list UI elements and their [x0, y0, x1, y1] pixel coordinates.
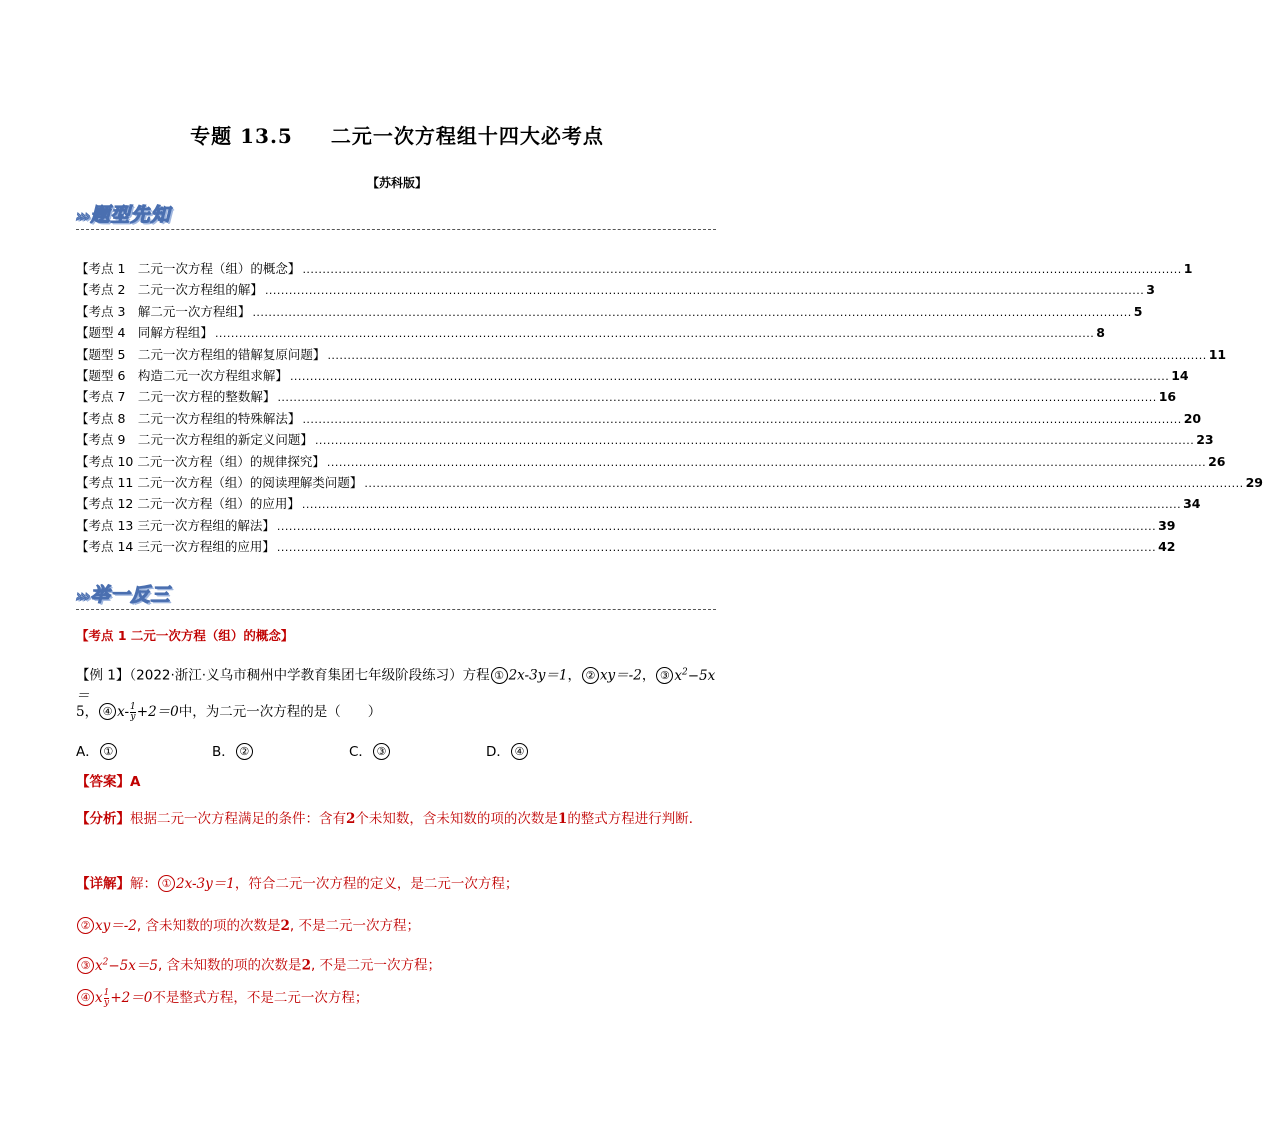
analysis-text: 个未知数，含未知数的项的次数是	[355, 811, 558, 827]
option-letter: D．	[486, 744, 510, 760]
eq4-var: x-	[117, 704, 130, 720]
detail-text: ，符合二元一次方程的定义，是二元一次方程；	[234, 876, 519, 892]
detail-text: , 含未知数的项的次数是	[136, 918, 281, 934]
toc-entry-label: 【考点 7 二元一次方程的整数解】	[76, 389, 276, 405]
detail-label: 【详解】	[76, 876, 130, 892]
detail-number: 2	[280, 918, 290, 934]
fraction-numerator: 1	[130, 702, 136, 712]
toc-entry-label: 【考点 12 二元一次方程（组）的应用】	[76, 496, 300, 512]
answer-label: 【答案】	[76, 774, 130, 790]
question-tail: 中，为二元一次方程的是（ ）	[178, 704, 382, 720]
answer-value: A	[130, 774, 141, 790]
toc-entry-label: 【题型 6 构造二元一次方程组求解】	[76, 367, 288, 383]
analysis-text: 的整式方程进行判断．	[567, 811, 703, 827]
toc-entry-page: 5	[1133, 303, 1143, 319]
toc-entry-label: 【题型 4 同解方程组】	[76, 325, 213, 341]
eq3-rest: −5x＝5	[108, 957, 158, 974]
toc-entry[interactable]	[76, 537, 1176, 558]
toc-entry-label: 【考点 1 二元一次方程（组）的概念】	[76, 261, 301, 276]
toc-entry-page: 34	[1183, 496, 1201, 512]
detail-line2	[76, 916, 716, 936]
equation-2: xy＝-2	[599, 667, 642, 684]
fraction	[104, 989, 110, 1008]
toc-dot-leader: ............................................................................................................................................................................................................................	[264, 284, 1145, 298]
option-value: ④	[511, 743, 528, 760]
answer-line	[76, 772, 716, 792]
toc-dot-leader: ............................................................................................................................................................................................................................	[314, 434, 1195, 448]
toc-entry-page: 14	[1171, 367, 1189, 383]
toc-entry-label: 【考点 13 三元一次方程组的解法】	[76, 517, 275, 533]
detail-text: 解：	[130, 876, 157, 892]
separator: ，	[641, 667, 656, 684]
circled-4: ④	[99, 703, 116, 720]
toc-entry-page: 3	[1146, 282, 1155, 298]
toc-entry[interactable]	[76, 366, 1189, 387]
toc-entry[interactable]	[76, 494, 1201, 515]
detail-line1	[76, 874, 716, 894]
practice-banner-text: 举一反三	[90, 584, 171, 606]
toc-dot-leader: ............................................................................................................................................................................................................................	[326, 455, 1207, 469]
toc-entry[interactable]	[76, 430, 1214, 451]
eq4-rest: +2＝0	[136, 704, 179, 720]
toc-dot-leader: ............................................................................................................................................................................................................................	[301, 498, 1182, 512]
circled-1: ①	[158, 875, 175, 892]
eq4-rest: +2＝0	[110, 990, 153, 1006]
analysis-number: 1	[557, 811, 568, 827]
detail-number: 2	[301, 957, 311, 974]
equation-2: xy＝-2	[95, 918, 137, 934]
equation-3-rhs: 5	[76, 704, 85, 720]
circled-4: ④	[77, 989, 94, 1006]
eq3-exp: 2	[681, 667, 688, 677]
fraction-denominator: y	[130, 712, 136, 722]
toc-entry-page: 1	[1183, 261, 1193, 276]
toc-dot-leader: ............................................................................................................................................................................................................................	[302, 412, 1182, 426]
option-value: ①	[100, 743, 117, 760]
eq3-var: x	[674, 667, 682, 684]
toc-entry[interactable]	[76, 302, 1143, 323]
title-topic: 二元一次方程组十四大必考点	[330, 124, 604, 148]
detail-text: , 不是二元一次方程；	[310, 957, 442, 974]
detail-text: , 不是二元一次方程；	[289, 918, 420, 934]
toc-entry-page: 20	[1183, 410, 1202, 426]
toc-entry-page: 26	[1208, 453, 1226, 469]
analysis-paragraph	[76, 804, 716, 834]
equation-1: 2x-3y＝1	[508, 667, 568, 684]
toc-dot-leader: ............................................................................................................................................................................................................................	[276, 541, 1157, 555]
detail-text: 不是整式方程，不是二元一次方程；	[152, 990, 369, 1006]
option-letter: B．	[212, 744, 235, 760]
toc-entry-page: 29	[1245, 474, 1263, 490]
toc-entry-page: 11	[1208, 346, 1227, 362]
toc-entry[interactable]	[76, 259, 1193, 280]
toc-entry[interactable]	[76, 452, 1226, 473]
option-value: ②	[236, 743, 253, 760]
option-b[interactable]	[212, 740, 254, 760]
equation-4	[95, 990, 152, 1006]
analysis-text: 根据二元一次方程满足的条件：含有	[130, 811, 346, 827]
toc-entry-label: 【考点 14 三元一次方程组的应用】	[76, 539, 275, 555]
separator: ，	[84, 704, 99, 720]
toc-entry-page: 23	[1196, 432, 1214, 448]
option-d[interactable]	[486, 740, 529, 760]
toc-entry-page: 39	[1158, 517, 1176, 533]
detail-line4	[76, 988, 716, 1008]
example-question-line1	[76, 662, 716, 706]
title-number: 专题 13.5	[190, 124, 293, 148]
edition-label: 【苏科版】	[366, 176, 427, 190]
toc-entry[interactable]	[76, 409, 1202, 430]
analysis-label: 【分析】	[76, 811, 130, 827]
toc-entry[interactable]	[76, 345, 1227, 366]
option-letter: C．	[349, 744, 372, 760]
eq3-exp: 2	[102, 957, 109, 967]
detail-text: , 含未知数的项的次数是	[157, 957, 302, 974]
toc-dot-leader: ............................................................................................................................................................................................................................	[214, 327, 1095, 341]
fraction-numerator: 1	[103, 988, 110, 998]
practice-banner	[76, 580, 171, 606]
toc-entry-label: 【考点 9 二元一次方程组的新定义问题】	[76, 432, 313, 448]
toc-entry[interactable]	[76, 473, 1263, 494]
toc-entry-label: 【考点 2 二元一次方程组的解】	[76, 282, 263, 298]
toc-entry-label: 【考点 10 二元一次方程（组）的规律探究】	[76, 453, 325, 469]
circled-2: ②	[77, 917, 94, 934]
circled-3: ③	[656, 667, 673, 684]
toc-entry-page: 16	[1158, 389, 1177, 405]
circled-1: ①	[491, 667, 508, 684]
equation-4	[117, 704, 179, 720]
detail-line3	[76, 952, 716, 976]
toc-entry-page: 8	[1096, 325, 1105, 341]
toc-entry[interactable]	[76, 280, 1155, 301]
analysis-number: 2	[346, 811, 356, 827]
table-of-contents	[76, 259, 1263, 558]
toc-dot-leader: ............................................................................................................................................................................................................................	[302, 263, 1182, 276]
section-heading: 【考点 1 二元一次方程（组）的概念】	[76, 628, 294, 643]
toc-entry[interactable]	[76, 516, 1176, 537]
toc-dot-leader: ............................................................................................................................................................................................................................	[276, 519, 1157, 533]
equation-3	[95, 958, 158, 974]
toc-banner-text: 题型先知	[90, 204, 171, 226]
circled-3: ③	[77, 957, 94, 974]
eq3-rest: −5x＝	[76, 667, 716, 704]
toc-entry[interactable]	[76, 323, 1105, 344]
banner-arrows-icon: ›››	[76, 587, 89, 605]
eq4-var: x	[95, 990, 103, 1006]
example-tag: 【例 1】	[76, 667, 130, 684]
separator: ，	[567, 667, 581, 684]
toc-entry[interactable]	[76, 387, 1177, 408]
example-question-line2	[76, 702, 716, 722]
example-source: （2022·浙江·义乌市稠州中学教育集团七年级阶段练习）方程	[129, 667, 490, 684]
option-value: ③	[373, 743, 390, 760]
toc-dot-leader: ............................................................................................................................................................................................................................	[327, 348, 1207, 362]
toc-entry-label: 【题型 5 二元一次方程组的错解复原问题】	[76, 346, 326, 362]
page-title	[0, 120, 794, 149]
toc-dot-leader: ............................................................................................................................................................................................................................	[252, 305, 1132, 319]
toc-entry-label: 【考点 3 解二元一次方程组】	[76, 303, 251, 319]
fraction-denominator: y	[103, 998, 110, 1008]
option-letter: A．	[76, 744, 99, 760]
divider	[76, 609, 716, 610]
option-c[interactable]	[349, 740, 391, 760]
divider	[76, 229, 716, 230]
circled-2: ②	[582, 667, 599, 684]
option-a[interactable]	[76, 740, 118, 760]
toc-dot-leader: ............................................................................................................................................................................................................................	[289, 369, 1170, 383]
toc-banner	[76, 200, 171, 226]
equation-1: 2x-3y＝1	[176, 876, 235, 892]
toc-entry-page: 42	[1158, 539, 1176, 555]
toc-dot-leader: ............................................................................................................................................................................................................................	[277, 391, 1157, 405]
toc-entry-label: 【考点 11 二元一次方程（组）的阅读理解类问题】	[76, 474, 363, 490]
toc-entry-label: 【考点 8 二元一次方程组的特殊解法】	[76, 410, 301, 426]
eq3-var: x	[95, 957, 103, 974]
fraction	[130, 703, 136, 722]
banner-arrows-icon: ›››	[76, 207, 89, 225]
toc-dot-leader: ............................................................................................................................................................................................................................	[364, 476, 1244, 490]
